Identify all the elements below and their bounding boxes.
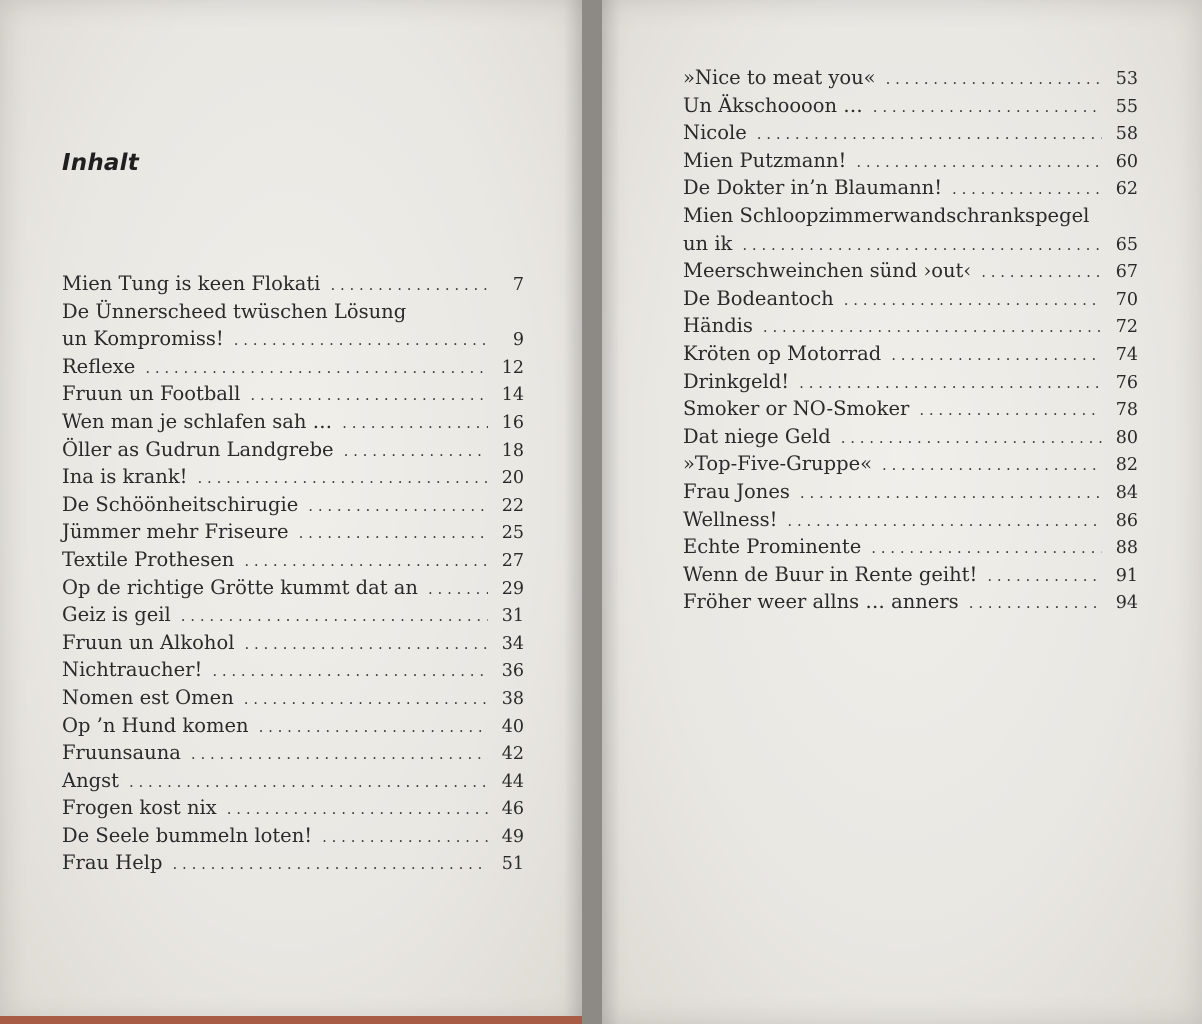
- dot-leader: [259, 714, 488, 742]
- dot-leader: [344, 438, 488, 466]
- dot-leader: [227, 796, 488, 824]
- toc-entry-title: Ina is krank!: [62, 465, 188, 489]
- toc-entry-title: Op de richtige Grötte kummt dat an: [62, 575, 418, 599]
- dot-leader: [787, 508, 1102, 536]
- toc-entry-title: »Nice to meat you«: [683, 66, 876, 89]
- toc-entry-page-number: 16: [501, 412, 524, 433]
- toc-entry-title: Textile Prothesen: [62, 547, 235, 571]
- toc-entry-title: Drinkgeld!: [683, 369, 790, 393]
- toc-entry: [62, 491, 524, 519]
- toc-entry: [62, 436, 524, 464]
- toc-entry: [683, 561, 1138, 589]
- toc-entry-page-number: 9: [512, 330, 524, 351]
- toc-entry: [62, 712, 524, 740]
- toc-entry: [62, 380, 524, 408]
- dot-leader: [428, 576, 488, 604]
- toc-entry: [683, 423, 1138, 451]
- toc-entry-title-continued: un ik: [683, 231, 733, 255]
- toc-entry: [62, 546, 524, 574]
- toc-entry: [62, 822, 524, 850]
- gutter-shadow: [564, 0, 582, 1024]
- toc-entry: [683, 450, 1138, 478]
- toc-entry: [62, 629, 524, 657]
- dot-leader: [919, 397, 1102, 425]
- toc-entry-page-number: 7: [512, 275, 524, 295]
- toc-entry: [683, 588, 1138, 616]
- dot-leader: [145, 355, 488, 383]
- dot-leader: [129, 769, 488, 797]
- dot-leader: [886, 66, 1102, 94]
- dot-leader: [799, 370, 1102, 398]
- toc-entry: [683, 478, 1138, 506]
- toc-entry-page-number: 51: [501, 854, 524, 875]
- toc-entry-title: Angst: [62, 768, 119, 792]
- toc-entry-title: De Bodeantoch: [683, 286, 834, 310]
- dot-leader: [173, 851, 489, 879]
- toc-entry-title: Dat niege Geld: [683, 424, 831, 448]
- gutter-shadow: [602, 0, 620, 1024]
- toc-entry: [62, 298, 524, 353]
- dot-leader: [244, 631, 488, 659]
- toc-entry: [683, 285, 1138, 313]
- toc-entry-title-continued: un Kompromiss!: [62, 327, 224, 351]
- toc-entry: [683, 202, 1138, 257]
- dot-leader: [882, 452, 1102, 480]
- dot-leader: [244, 686, 488, 714]
- toc-entry-page-number: 91: [1115, 565, 1138, 586]
- toc-entry-page-number: 88: [1115, 538, 1138, 559]
- toc-entry-page-number: 65: [1115, 234, 1138, 255]
- toc-entry-page-number: 25: [501, 523, 524, 544]
- dot-leader: [981, 259, 1102, 287]
- toc-entry-title: Meerschweinchen sünd ›out‹: [683, 259, 972, 283]
- dot-leader: [871, 535, 1102, 563]
- toc-entry-title: Händis: [683, 314, 753, 338]
- toc-entry-title: Frau Jones: [683, 479, 790, 503]
- book-edge: [0, 1016, 582, 1024]
- toc-entry-page-number: 40: [501, 716, 524, 737]
- toc-entry-title: Frogen kost nix: [62, 796, 217, 820]
- toc-entry-title: Jümmer mehr Friseure: [62, 520, 289, 544]
- dot-leader: [244, 548, 488, 576]
- toc-entry: [683, 506, 1138, 534]
- toc-entry-title: De Dokter in’n Blaumann!: [683, 176, 943, 200]
- toc-entry-title: Smoker or NO-Smoker: [683, 397, 910, 421]
- dot-leader: [330, 272, 488, 300]
- toc-entry: [683, 533, 1138, 561]
- dot-leader: [891, 342, 1102, 370]
- table-of-contents-left: [62, 270, 524, 877]
- toc-entry: [683, 64, 1138, 92]
- dot-leader: [987, 563, 1102, 591]
- toc-entry: [62, 684, 524, 712]
- toc-entry: [683, 312, 1138, 340]
- toc-entry-title: Wellness!: [683, 507, 778, 531]
- toc-entry: [62, 574, 524, 602]
- toc-entry-title: De Seele bummeln loten!: [62, 823, 313, 847]
- toc-entry-page-number: 27: [501, 550, 524, 571]
- toc-entry-page-number: 94: [1115, 593, 1138, 614]
- toc-entry: [62, 739, 524, 767]
- toc-entry-page-number: 53: [1115, 69, 1138, 89]
- dot-leader: [952, 176, 1102, 204]
- toc-entry: [62, 849, 524, 877]
- toc-entry-page-number: 20: [501, 468, 524, 489]
- toc-entry-page-number: 55: [1115, 96, 1138, 117]
- toc-entry-title: Nomen est Omen: [62, 685, 234, 709]
- toc-entry-title: »Top-Five-Gruppe«: [683, 452, 873, 476]
- toc-entry: [62, 270, 524, 298]
- toc-entry-title: Fröher weer allns … anners: [683, 590, 959, 614]
- toc-entry-title: Nichtraucher!: [62, 658, 203, 682]
- toc-entry-title: De Ünnerscheed twüschen Lösung: [62, 299, 407, 323]
- toc-entry: [62, 408, 524, 436]
- dot-leader: [250, 382, 488, 410]
- toc-entry-page-number: 44: [501, 771, 524, 792]
- dot-leader: [856, 149, 1102, 177]
- toc-entry-page-number: 76: [1115, 372, 1138, 393]
- toc-entry: [62, 463, 524, 491]
- toc-entry: [62, 656, 524, 684]
- toc-entry: [683, 395, 1138, 423]
- toc-entry-page-number: 42: [501, 744, 524, 765]
- toc-entry-page-number: 22: [501, 495, 524, 516]
- toc-entry-page-number: 80: [1115, 427, 1138, 448]
- dot-leader: [742, 232, 1102, 260]
- dot-leader: [234, 327, 488, 355]
- toc-entry-title: Un Äkschoooon …: [683, 93, 863, 117]
- toc-entry-page-number: 31: [501, 606, 524, 627]
- toc-entry-page-number: 38: [501, 688, 524, 709]
- toc-entry-page-number: 82: [1115, 455, 1138, 476]
- dot-leader: [757, 121, 1102, 149]
- toc-entry: [683, 174, 1138, 202]
- toc-entry: [62, 601, 524, 629]
- toc-entry-page-number: 46: [501, 799, 524, 820]
- toc-entry-page-number: 78: [1115, 400, 1138, 421]
- dot-leader: [763, 314, 1102, 342]
- toc-entry-title: Wenn de Buur in Rente geiht!: [683, 562, 978, 586]
- dot-leader: [844, 287, 1102, 315]
- toc-entry-title: Fruunsauna: [62, 741, 181, 765]
- table-of-contents-right: [683, 64, 1138, 616]
- dot-leader: [181, 603, 488, 631]
- dot-leader: [969, 590, 1102, 618]
- dot-leader: [322, 824, 488, 852]
- toc-entry-title: Kröten op Motorrad: [683, 341, 882, 365]
- toc-entry: [683, 368, 1138, 396]
- toc-entry: [62, 518, 524, 546]
- dot-leader: [308, 493, 488, 521]
- toc-entry-title: De Schöönheitschirugie: [62, 492, 299, 516]
- toc-entry: [62, 353, 524, 381]
- toc-entry-page-number: 36: [501, 661, 524, 682]
- toc-entry: [62, 794, 524, 822]
- toc-entry-title: Echte Prominente: [683, 535, 862, 559]
- toc-entry: [683, 147, 1138, 175]
- toc-entry-page-number: 62: [1115, 179, 1138, 200]
- toc-entry: [62, 767, 524, 795]
- toc-entry-title: Wen man je schlafen sah …: [62, 409, 333, 433]
- toc-entry-title: Mien Putzmann!: [683, 148, 847, 172]
- dot-leader: [198, 465, 488, 493]
- toc-entry-page-number: 60: [1115, 151, 1138, 172]
- toc-entry: [683, 92, 1138, 120]
- toc-entry: [683, 340, 1138, 368]
- dot-leader: [212, 658, 488, 686]
- dot-leader: [299, 520, 488, 548]
- toc-entry: [683, 257, 1138, 285]
- toc-entry-page-number: 70: [1115, 289, 1138, 310]
- toc-entry-page-number: 84: [1115, 482, 1138, 503]
- toc-entry-page-number: 14: [501, 385, 524, 406]
- dot-leader: [342, 410, 488, 438]
- toc-entry: [683, 119, 1138, 147]
- toc-entry-title: Geiz is geil: [62, 603, 171, 627]
- toc-entry-page-number: 72: [1115, 317, 1138, 338]
- toc-entry-title: Fruun un Football: [62, 382, 241, 406]
- dot-leader: [191, 741, 488, 769]
- toc-entry-title: Mien Schloopzimmerwandschrankspegel: [683, 203, 1090, 227]
- toc-entry-page-number: 86: [1115, 510, 1138, 531]
- toc-entry-page-number: 12: [501, 357, 524, 378]
- toc-entry-title: Mien Tung is keen Flokati: [62, 272, 321, 295]
- toc-entry-page-number: 58: [1115, 124, 1138, 145]
- toc-entry-title: Reflexe: [62, 354, 136, 378]
- page-title: Inhalt: [62, 150, 139, 176]
- toc-entry-title: Fruun un Alkohol: [62, 630, 235, 654]
- toc-entry-page-number: 34: [501, 633, 524, 654]
- toc-entry-title: Op ’n Hund komen: [62, 713, 249, 737]
- toc-entry-page-number: 74: [1115, 344, 1138, 365]
- dot-leader: [841, 425, 1102, 453]
- toc-entry-page-number: 49: [501, 826, 524, 847]
- dot-leader: [873, 94, 1102, 122]
- toc-entry-title: Nicole: [683, 121, 747, 145]
- toc-entry-page-number: 18: [501, 440, 524, 461]
- toc-entry-title: Frau Help: [62, 851, 163, 875]
- dot-leader: [800, 480, 1102, 508]
- toc-entry-page-number: 67: [1115, 262, 1138, 283]
- toc-entry-page-number: 29: [501, 578, 524, 599]
- toc-entry-title: Öller as Gudrun Landgrebe: [62, 437, 334, 461]
